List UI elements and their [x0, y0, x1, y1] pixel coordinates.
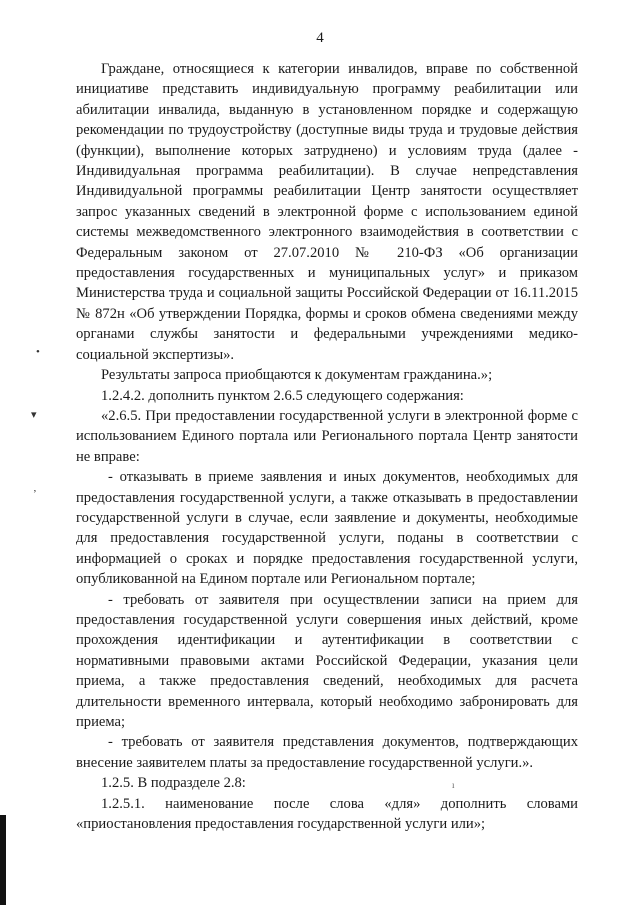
margin-mark: ▾: [31, 409, 37, 421]
page-number: 4: [316, 30, 324, 46]
paragraph: 1.2.5. В подразделе 2.8:: [101, 775, 246, 792]
scan-edge-bar: [0, 815, 6, 905]
paragraph: 1.2.5.1. наименование после слова «для» дополнить словами «приостановления предоставления государственной услуги или»;: [76, 795, 578, 833]
list-item: - требовать от заявителя представления документов, подтверждающих внесение заявителем платы за предоставление государственной услуги.».: [76, 734, 578, 771]
margin-mark: ı: [452, 780, 455, 790]
list-item: - требовать от заявителя при осуществлении записи на прием для предоставления государственной услуги совершения иных действий, кроме прохождения идентификации и аутентификации в соответствии с нормативными правовыми актами Российской Федерации, указания цели приема, а также предоставления сведений, необходимых для расчета длительности временного интервала, который необходимо забронировать для приема;: [76, 591, 578, 730]
margin-mark: •: [36, 346, 40, 358]
paragraph: Результаты запроса приобщаются к документам гражданина.»;: [101, 367, 493, 384]
paragraph: «2.6.5. При предоставлении государственной услуги в электронной форме с использованием Единого портала или Регионального портала Центр занятости не вправе:: [76, 407, 578, 465]
list-item: - отказывать в приеме заявления и иных документов, необходимых для предоставления государственной услуги, а также отказывать в предоставлении государственной услуги в случае, если заявление и документы, необходимые для предоставления государственной услуги, поданы в соответствии с информацией о сроках и порядке предоставления государственной услуги, опубликованной на Едином портале или Региональном портале;: [76, 469, 578, 588]
paragraph: Граждане, относящиеся к категории инвалидов, вправе по собственной инициативе представить индивидуальную программу реабилитации или абилитации инвалида, выданную в установленном порядке и содержащую рекомендации по трудоустройству (доступные виды труда и трудовые действия (функции), выполнение которых затруднено) и условиям труда (далее - Индивидуальная программа реабилитации). В случае непредставления Индивидуальной программы реабилитации Центр занятости осуществляет запрос указанных сведений в электронной форме с использованием единой системы межведомственного электронного взаимодействия в соответствии с Федеральным законом от 27.07.2010 № 210-ФЗ «Об организации предоставления государственных и муниципальных услуг» и приказом Министерства труда и социальной защиты Российской Федерации от 16.11.2015 № 872н «Об утверждении Порядка, формы и сроков обмена сведениями между органами службы занятости и федеральными учреждениями медико-социальной экспертизы».: [76, 61, 578, 363]
margin-mark: ʼ: [33, 488, 37, 500]
document-body: [76, 59, 578, 834]
paragraph: 1.2.4.2. дополнить пунктом 2.6.5 следующего содержания:: [101, 387, 464, 404]
